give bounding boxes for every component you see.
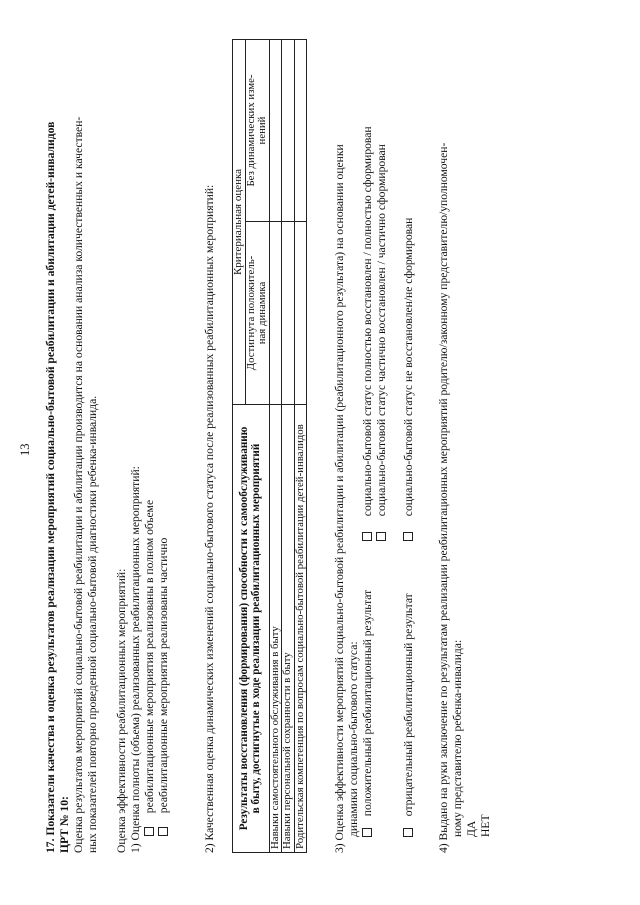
checkbox[interactable]: [362, 828, 372, 837]
section-title: 17. Показатели качества и оценка результатов реализации мероприятий социально-бытовой реабилитации и абилитации детей-инвалидов: [44, 121, 57, 853]
dynamics-table: [232, 39, 307, 853]
page-number: 13: [18, 443, 32, 456]
table-cell-no-dynamics[interactable]: [282, 40, 295, 222]
table-header-no-dynamics: Без динамических изме- нений: [245, 40, 269, 222]
table-row: [282, 40, 295, 853]
positive-result: [361, 590, 374, 837]
item1-label: 1) Оценка полноты (объема) реализованных реабилитационных мероприятий:: [129, 466, 142, 853]
table-header-results: Результаты восстановления (формирования) способности к самообслуживанию в быту, достигнутые в ходе реализации реабилитационных мероприятий: [233, 405, 270, 853]
item1-option-partial: [157, 538, 170, 836]
positive-result-label: положительный реабилитационный результат: [361, 589, 374, 817]
checkbox[interactable]: [403, 532, 413, 541]
table-cell-skill: Навыки самостоятельного обслуживания в быту: [269, 405, 282, 853]
checkbox[interactable]: [158, 827, 168, 836]
intro-text-continued: ных показателей повторно проведенной социально-бытовой диагностики ребенка-инвалида.: [86, 395, 99, 853]
intro-text: Оценка результатов мероприятий социально-бытовой реабилитации и абилитации производится на основании анализа количественных и качествен-: [72, 116, 85, 853]
positive-option-partial: [375, 144, 388, 541]
checkbox[interactable]: [403, 828, 413, 837]
item4-label-continued: ному представителю ребенка-инвалида:: [451, 639, 464, 837]
positive-option-full: [361, 126, 374, 541]
item3-label-continued: динамики социально-бытового статуса:: [347, 641, 360, 837]
option-label: реабилитационные мероприятия реализованы в полном объеме: [143, 499, 156, 814]
option-label: социально-бытовой статус частично восстановлен / частично сформирован: [375, 144, 388, 517]
negative-result: [402, 593, 415, 837]
answer-yes[interactable]: ДА: [465, 820, 478, 837]
item4-label: 4) Выдано на руки заключение по результатам реализации реабилитационных мероприятий родителю/законному представителю/уполномочен-: [437, 142, 450, 853]
table-row: [269, 40, 282, 853]
item2-label: 2) Качественная оценка динамических изменений социально-бытового статуса после реализованных реабилитационных мероприятий:: [203, 184, 216, 853]
table-cell-no-dynamics[interactable]: [269, 40, 282, 222]
option-label: реабилитационные мероприятия реализованы частично: [157, 537, 170, 814]
table-cell-positive[interactable]: [294, 222, 307, 405]
item3-label: 3) Оценка эффективности мероприятий социально-бытовой реабилитации и абилитации (реабилитационного результата) на основании оценки: [333, 144, 346, 853]
table-header-positive: Достигнута положитель- ная динамика: [245, 222, 269, 405]
negative-option: [402, 218, 415, 541]
table-cell-skill: Навыки персональной сохранности в быту: [282, 405, 295, 853]
table-row: [294, 40, 307, 853]
table-cell-no-dynamics[interactable]: [294, 40, 307, 222]
answer-no[interactable]: НЕТ: [479, 814, 492, 837]
table-cell-positive[interactable]: [282, 222, 295, 405]
effectiveness-heading: Оценка эффективности реабилитационных мероприятий:: [115, 568, 128, 853]
checkbox[interactable]: [144, 827, 154, 836]
table-header-criteria: Критериальная оценка: [233, 40, 246, 405]
option-label: социально-бытовой статус не восстановлен/не сформирован: [402, 217, 415, 517]
item1-option-full: [143, 500, 156, 836]
checkbox[interactable]: [376, 532, 386, 541]
table-cell-positive[interactable]: [269, 222, 282, 405]
checkbox[interactable]: [362, 532, 372, 541]
section-title-crt: ЦРТ № 10:: [58, 796, 71, 853]
table-cell-skill: Родительская компетенция по вопросам социально-бытовой реабилитации детей-инвалидов: [294, 405, 307, 853]
option-label: социально-бытовой статус полностью восстановлен / полностью сформирован: [361, 126, 374, 517]
negative-result-label: отрицательный реабилитационный результат: [402, 593, 415, 817]
